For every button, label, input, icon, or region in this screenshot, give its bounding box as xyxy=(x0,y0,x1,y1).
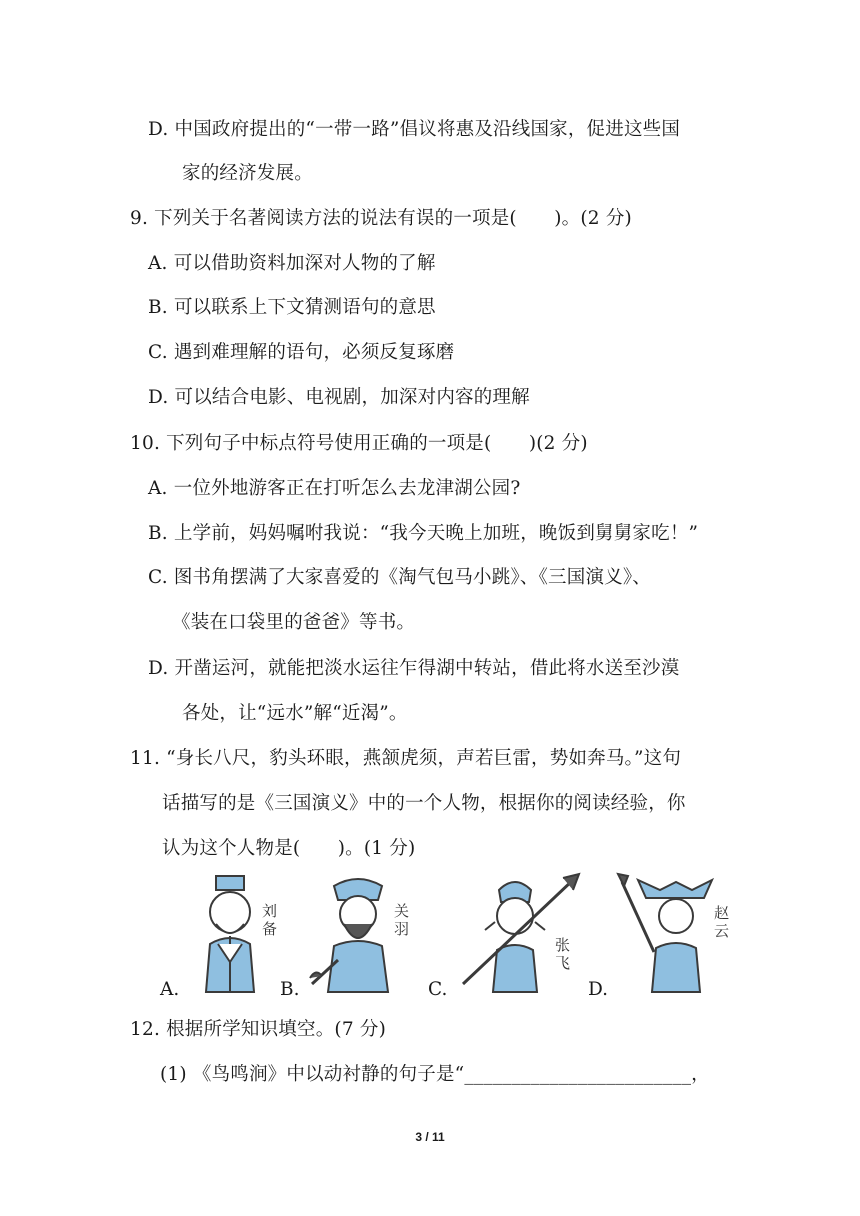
q11-option-d-name-top: 赵 xyxy=(714,904,730,922)
q11-stem-line1: 11. “身长八尺，豹头环眼，燕颔虎须，声若巨雷，势如奔马。”这句 xyxy=(130,748,682,769)
q11-option-c-label[interactable]: C. xyxy=(428,979,448,1000)
page-number: 3 / 11 xyxy=(415,1130,445,1144)
q11-option-a-name-bottom: 备 xyxy=(262,920,278,938)
guanyu-illustration xyxy=(308,872,418,997)
q9-stem: 9. 下列关于名著阅读方法的说法有误的一项是( )。(2 分) xyxy=(130,208,632,229)
q11-option-b-label[interactable]: B. xyxy=(280,979,300,1000)
q9-option-a: A. 可以借助资料加深对人物的了解 xyxy=(148,253,436,274)
q8-option-d-line2: 家的经济发展。 xyxy=(182,163,313,184)
q10-option-d-line1: D. 开凿运河，就能把淡水运往乍得湖中转站，借此将水送至沙漠 xyxy=(148,658,680,679)
q9-option-b: B. 可以联系上下文猜测语句的意思 xyxy=(148,297,436,318)
q11-option-c-name-top: 张 xyxy=(555,936,571,954)
q11-option-c-name-bottom: 飞 xyxy=(555,954,571,972)
zhangfei-illustration xyxy=(455,872,585,997)
q9-option-d: D. 可以结合电影、电视剧，加深对内容的理解 xyxy=(148,387,530,408)
q10-option-c-line2: 《装在口袋里的爸爸》等书。 xyxy=(172,612,416,633)
q8-option-d-line1: D. 中国政府提出的“一带一路”倡议将惠及沿线国家，促进这些国 xyxy=(148,119,681,140)
q11-stem-line2: 话描写的是《三国演义》中的一个人物，根据你的阅读经验，你 xyxy=(162,793,686,814)
q11-character-options xyxy=(150,872,740,1002)
q10-option-c-line1: C. 图书角摆满了大家喜爱的《淘气包马小跳》、《三国演义》、 xyxy=(148,567,652,588)
q11-option-b-name-bottom: 羽 xyxy=(394,920,410,938)
q11-option-b-name-top: 关 xyxy=(394,902,410,920)
q12-item1: (1) 《鸟鸣涧》中以动衬静的句子是“________________________， xyxy=(160,1064,710,1085)
q10-option-d-line2: 各处，让“远水”解“近渴”。 xyxy=(182,703,408,724)
q10-option-b: B. 上学前，妈妈嘱咐我说：“我今天晚上加班，晚饭到舅舅家吃！” xyxy=(148,523,699,544)
q11-option-a-name-top: 刘 xyxy=(262,902,278,920)
q10-stem: 10. 下列句子中标点符号使用正确的一项是( )(2 分) xyxy=(130,433,588,454)
q11-option-d-label[interactable]: D. xyxy=(588,979,609,1000)
q11-stem-line3: 认为这个人物是( )。(1 分) xyxy=(162,838,416,859)
q11-option-a-label[interactable]: A. xyxy=(160,979,180,1000)
q12-stem: 12. 根据所学知识填空。(7 分) xyxy=(130,1019,386,1040)
q11-option-d-name-bottom: 云 xyxy=(714,922,730,940)
zhaoyun-illustration xyxy=(616,872,734,997)
q9-option-c: C. 遇到难理解的语句，必须反复琢磨 xyxy=(148,342,455,363)
liubei-illustration xyxy=(188,872,288,997)
q10-option-a: A. 一位外地游客正在打听怎么去龙津湖公园? xyxy=(148,478,521,499)
